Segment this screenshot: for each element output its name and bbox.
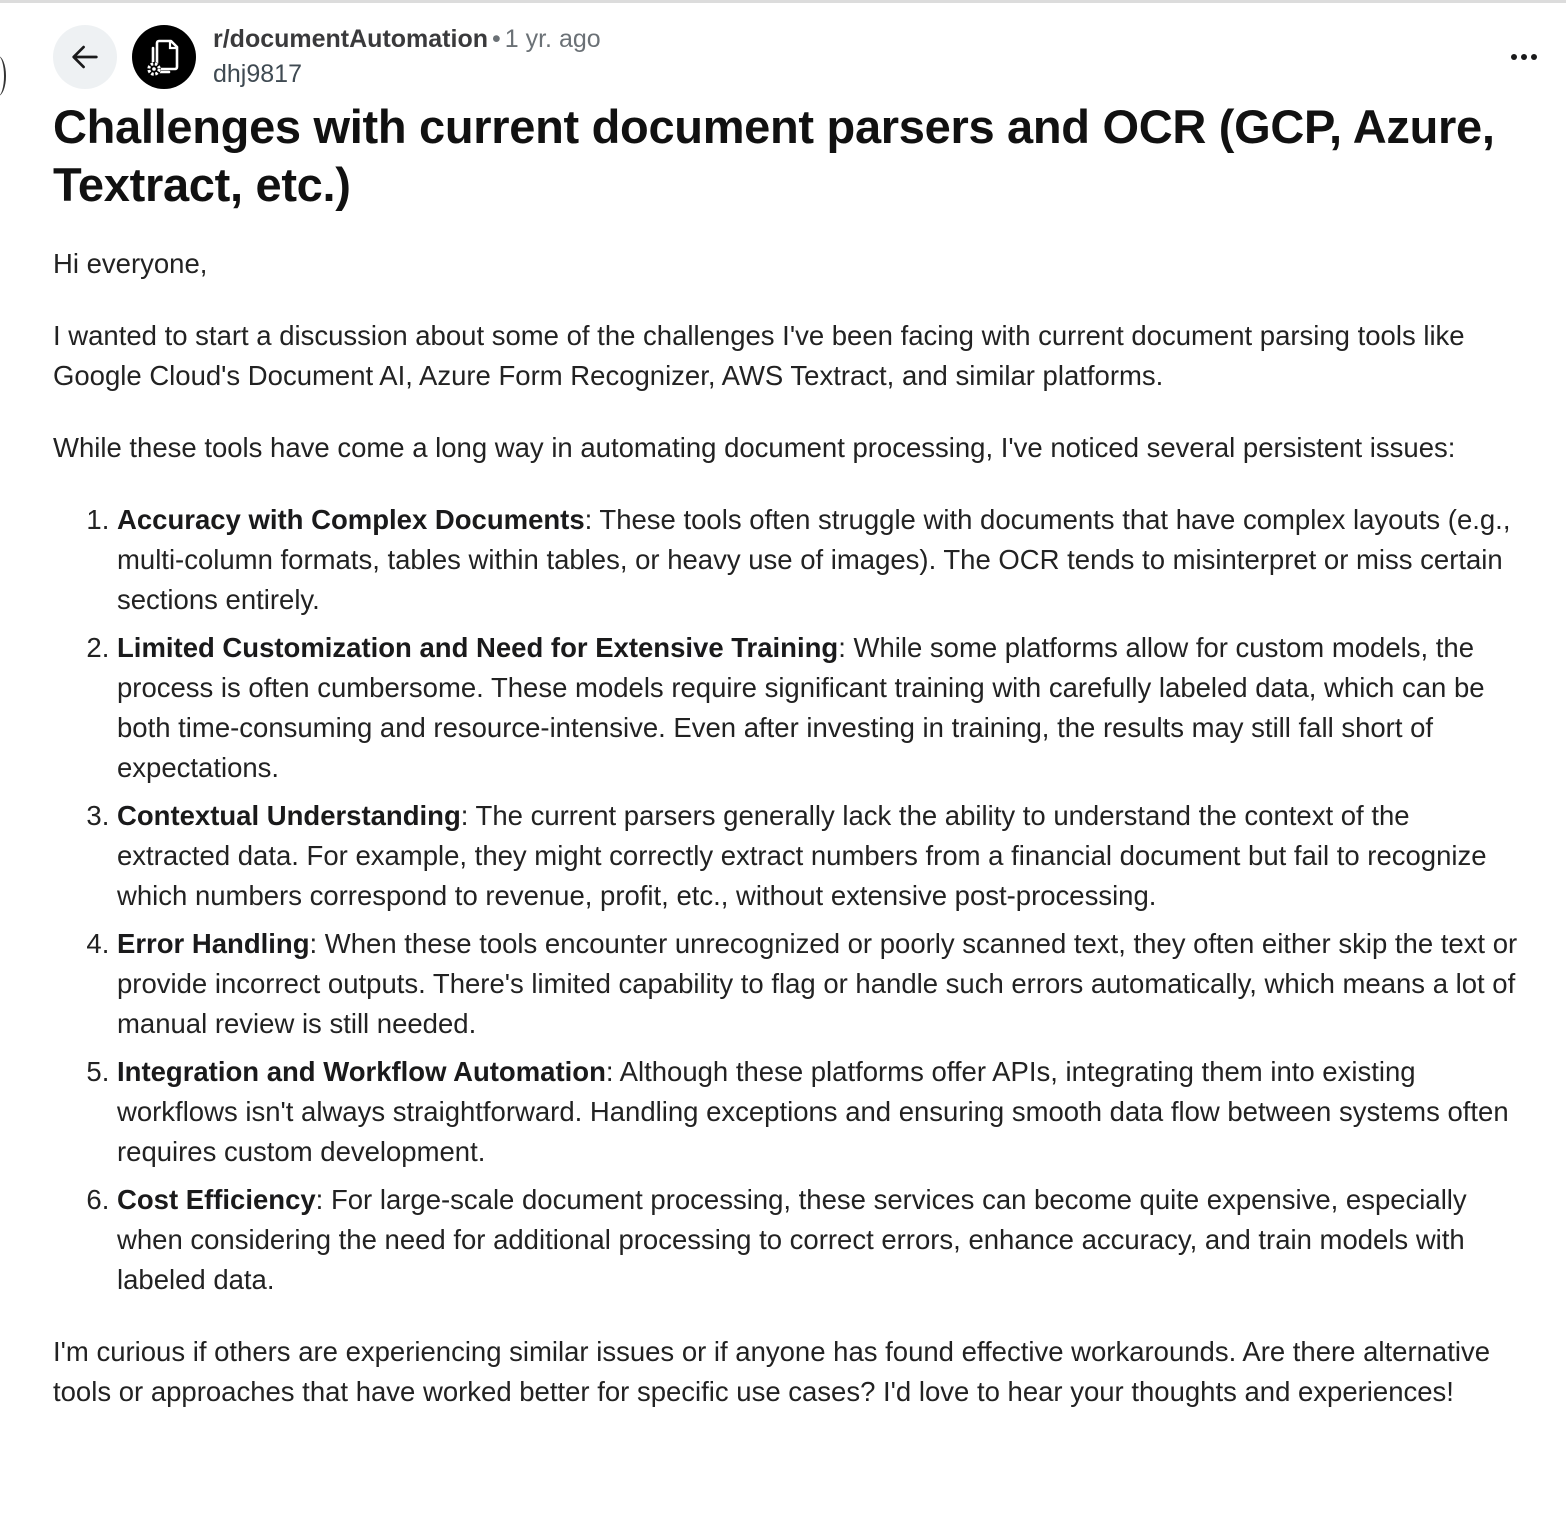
issue-text: : The current parsers generally lack the ability to understand the context of the extracted data. For example, they might correctly extract numbers from a financial document but fail to recognize which numbers correspond to revenue, profit, etc., without extensive post-processing.	[117, 800, 1487, 911]
greeting: Hi everyone,	[53, 248, 208, 279]
subreddit-avatar[interactable]	[132, 25, 196, 89]
list-item	[117, 796, 1523, 916]
issues-list	[53, 500, 1523, 1300]
issue-heading: Error Handling	[117, 928, 310, 959]
post-body	[53, 244, 1523, 1412]
post	[53, 22, 1523, 1444]
post-header	[53, 22, 1523, 92]
lead-in-paragraph: While these tools have come a long way in automating document processing, I've noticed several persistent issues:	[53, 432, 1456, 463]
list-item	[117, 924, 1523, 1044]
top-divider	[0, 0, 1566, 3]
post-title: Challenges with current document parsers and OCR (GCP, Azure, Textract, etc.)	[53, 100, 1495, 211]
meta-separator: •	[492, 24, 501, 53]
issue-text: : While some platforms allow for custom models, the process is often cumbersome. These models require significant training with carefully labeled data, which can be both time-consuming and resource-intensive. Even after investing in training, the results may still fall short of expectations.	[117, 632, 1485, 783]
issue-heading: Accuracy with Complex Documents	[117, 504, 585, 535]
list-item	[117, 1180, 1523, 1300]
issue-heading: Limited Customization and Need for Extensive Training	[117, 632, 839, 663]
issue-text: : For large-scale document processing, these services can become quite expensive, especially when considering the need for additional processing to correct errors, enhance accuracy, and train models with labeled data.	[117, 1184, 1467, 1295]
issue-text: : These tools often struggle with documents that have complex layouts (e.g., multi-column formats, tables within tables, or heavy use of images). The OCR tends to misinterpret or miss certain sections entirely.	[117, 504, 1511, 615]
document-gear-icon	[141, 34, 187, 80]
list-item	[117, 500, 1523, 620]
issue-heading: Contextual Understanding	[117, 800, 461, 831]
issue-text: : When these tools encounter unrecognized or poorly scanned text, they often either skip the text or provide incorrect outputs. There's limited capability to flag or handle such errors automatically, which means a lot of manual review is still needed.	[117, 928, 1518, 1039]
post-age: 1 yr. ago	[504, 24, 601, 53]
list-item	[117, 1052, 1523, 1172]
more-horizontal-icon	[1509, 52, 1539, 62]
more-options-button[interactable]	[1500, 33, 1548, 81]
arrow-left-icon	[68, 40, 102, 74]
closing-paragraph: I'm curious if others are experiencing similar issues or if anyone has found effective workarounds. Are there alternative tools or approaches that have worked better for specific use cases? I'd love to hear your thoughts and experiences!	[53, 1336, 1490, 1407]
issue-heading: Cost Efficiency	[117, 1184, 316, 1215]
issue-heading: Integration and Workflow Automation	[117, 1056, 606, 1087]
intro-paragraph: I wanted to start a discussion about some of the challenges I've been facing with current document parsing tools like Google Cloud's Document AI, Azure Form Recognizer, AWS Textract, and similar platforms.	[53, 320, 1465, 391]
back-button[interactable]	[53, 25, 117, 89]
list-item	[117, 628, 1523, 788]
edge-scroll-indicator	[0, 56, 6, 96]
author-link[interactable]: dhj9817	[213, 60, 302, 88]
post-meta	[213, 24, 601, 91]
subreddit-link[interactable]: r/documentAutomation	[213, 24, 488, 53]
issue-text: : Although these platforms offer APIs, integrating them into existing workflows isn't always straightforward. Handling exceptions and ensuring smooth data flow between systems often requires custom development.	[117, 1056, 1509, 1167]
